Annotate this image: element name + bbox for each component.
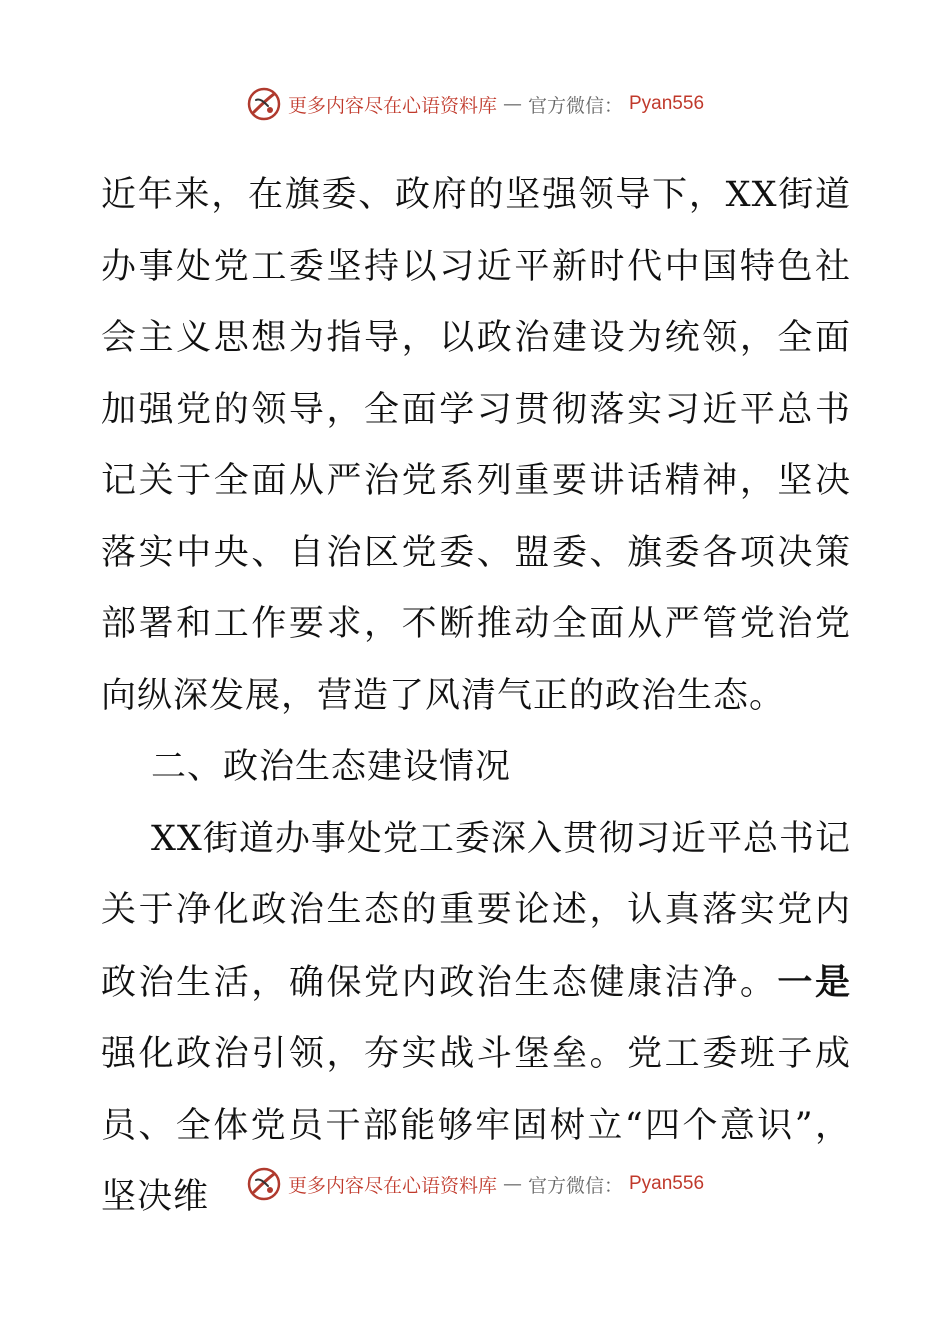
watermark-handle: Pyan556 (629, 1173, 705, 1194)
paragraph-text-part: 强化政治引领，夯实战斗堡垒。党工委班子成员、全体党员干部能够牢固树立“四个意识”，坚决维 (101, 1034, 851, 1217)
watermark-red-text: 更多内容尽在心语资料库 (287, 1174, 497, 1197)
watermark-separator: — (502, 93, 522, 115)
bold-marker: 一是 (777, 961, 851, 1003)
watermark-grey-text: 官方微信： (527, 94, 623, 117)
footer-watermark-banner (0, 1166, 950, 1202)
watermark-grey-text: 官方微信： (527, 1174, 623, 1197)
brush-logo-icon (246, 1166, 282, 1202)
watermark-handle: Pyan556 (629, 93, 705, 114)
watermark-separator: — (502, 1173, 522, 1195)
brush-logo-icon (246, 86, 282, 122)
section-heading: 二、政治生态建设情况 (151, 747, 512, 787)
paragraph-text-part: XX街道办事处党工委深入贯彻习近平总书记关于净化政治生态的重要论述，认真落实党内政治生活，确保党内政治生态健康洁净。 (101, 818, 851, 1003)
header-watermark-banner (0, 86, 950, 122)
paragraph-intro: 近年来，在旗委、政府的坚强领导下，XX街道办事处党工委坚持以习近平新时代中国特色社会主义思想为指导，以政治建设为统领，全面加强党的领导，全面学习贯彻落实习近平总书记关于全面从严治党系列重要讲话精神，坚决落实中央、自治区党委、盟委、旗委各项决策部署和工作要求，不断推动全面从严管党治党向纵深发展，营造了风清气正的政治生态。 (101, 175, 851, 716)
watermark-red-text: 更多内容尽在心语资料库 (287, 94, 497, 117)
document-body (101, 160, 851, 1234)
